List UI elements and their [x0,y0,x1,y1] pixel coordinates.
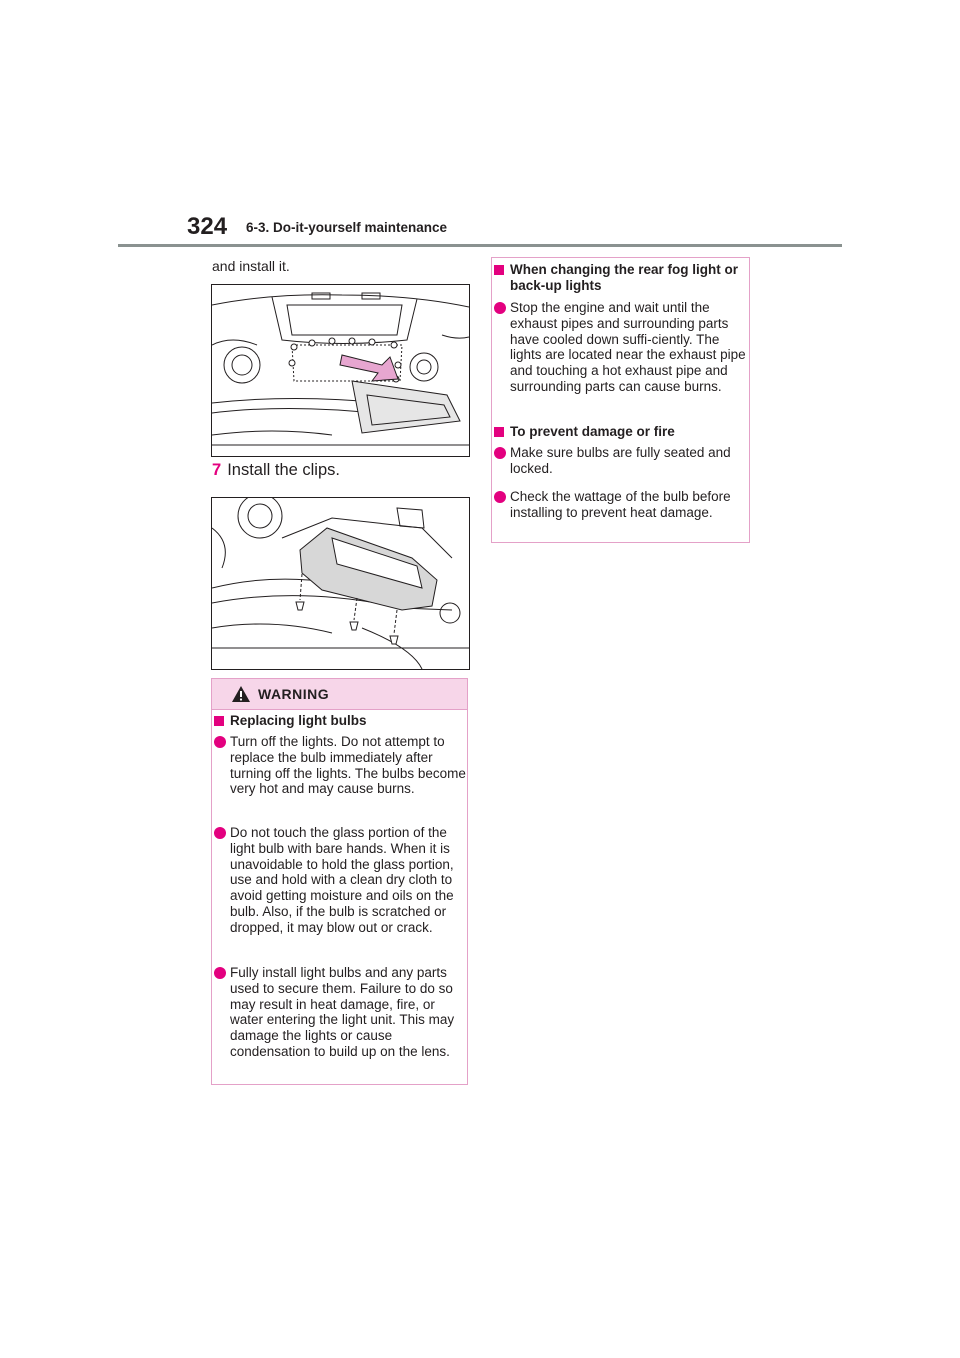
round-bullet-icon [214,967,226,979]
step-text: Install the clips. [227,461,340,479]
page-number: 324 [187,213,228,240]
notes-heading-damage-fire: To prevent damage or fire [494,424,750,440]
warning-title: WARNING [258,686,330,702]
warning-bullet: Turn off the lights. Do not attempt to replace the bulb immediately after turning off the lights. The bulbs become very hot and may cause burns. [214,734,470,797]
header-divider [118,244,842,247]
round-bullet-icon [214,827,226,839]
warning-bullet: Fully install light bulbs and any parts used to secure them. Failure to do so may result in heat damage, fire, or water entering the light unit. This may damage the lights or cause condensation to build up on the lens. [214,965,470,1060]
notes-box [491,257,750,543]
step-7 [212,462,340,478]
notes-bullet: Stop the engine and wait until the exhaust pipes and surrounding parts have cooled down suffi-ciently. The lights are located near the exhaust pipe and touching a hot exhaust pipe and surrounding parts can cause burns. [494,300,750,395]
notes-bullet: Check the wattage of the bulb before installing to prevent heat damage. [494,489,750,521]
page-header [0,0,960,250]
warning-header [212,679,467,710]
square-bullet-icon [494,427,504,437]
warning-heading: Replacing light bulbs [214,713,475,729]
round-bullet-icon [494,302,506,314]
warning-box [211,678,468,1085]
step-number: 7 [212,461,222,479]
section-title: 6-3. Do-it-yourself maintenance [246,220,448,235]
notes-bullet: Make sure bulbs are fully seated and locked. [494,445,750,477]
warning-bullet: Do not touch the glass portion of the light bulb with bare hands. When it is unavoidable to hold the glass portion, use and hold with a clean dry cloth to avoid getting moisture and oils on the bulb. Also, if the bulb is scratched or dropped, it may blow out or crack. [214,825,470,936]
intro-text: and install it. [212,258,290,274]
notes-heading-fog-backup: When changing the rear fog light or back-up lights [494,262,750,294]
square-bullet-icon [214,716,224,726]
clip-install-illustration [211,497,470,670]
cover-removal-illustration [211,284,470,457]
warning-triangle-icon [231,685,251,703]
round-bullet-icon [494,491,506,503]
round-bullet-icon [214,736,226,748]
square-bullet-icon [494,265,504,275]
round-bullet-icon [494,447,506,459]
